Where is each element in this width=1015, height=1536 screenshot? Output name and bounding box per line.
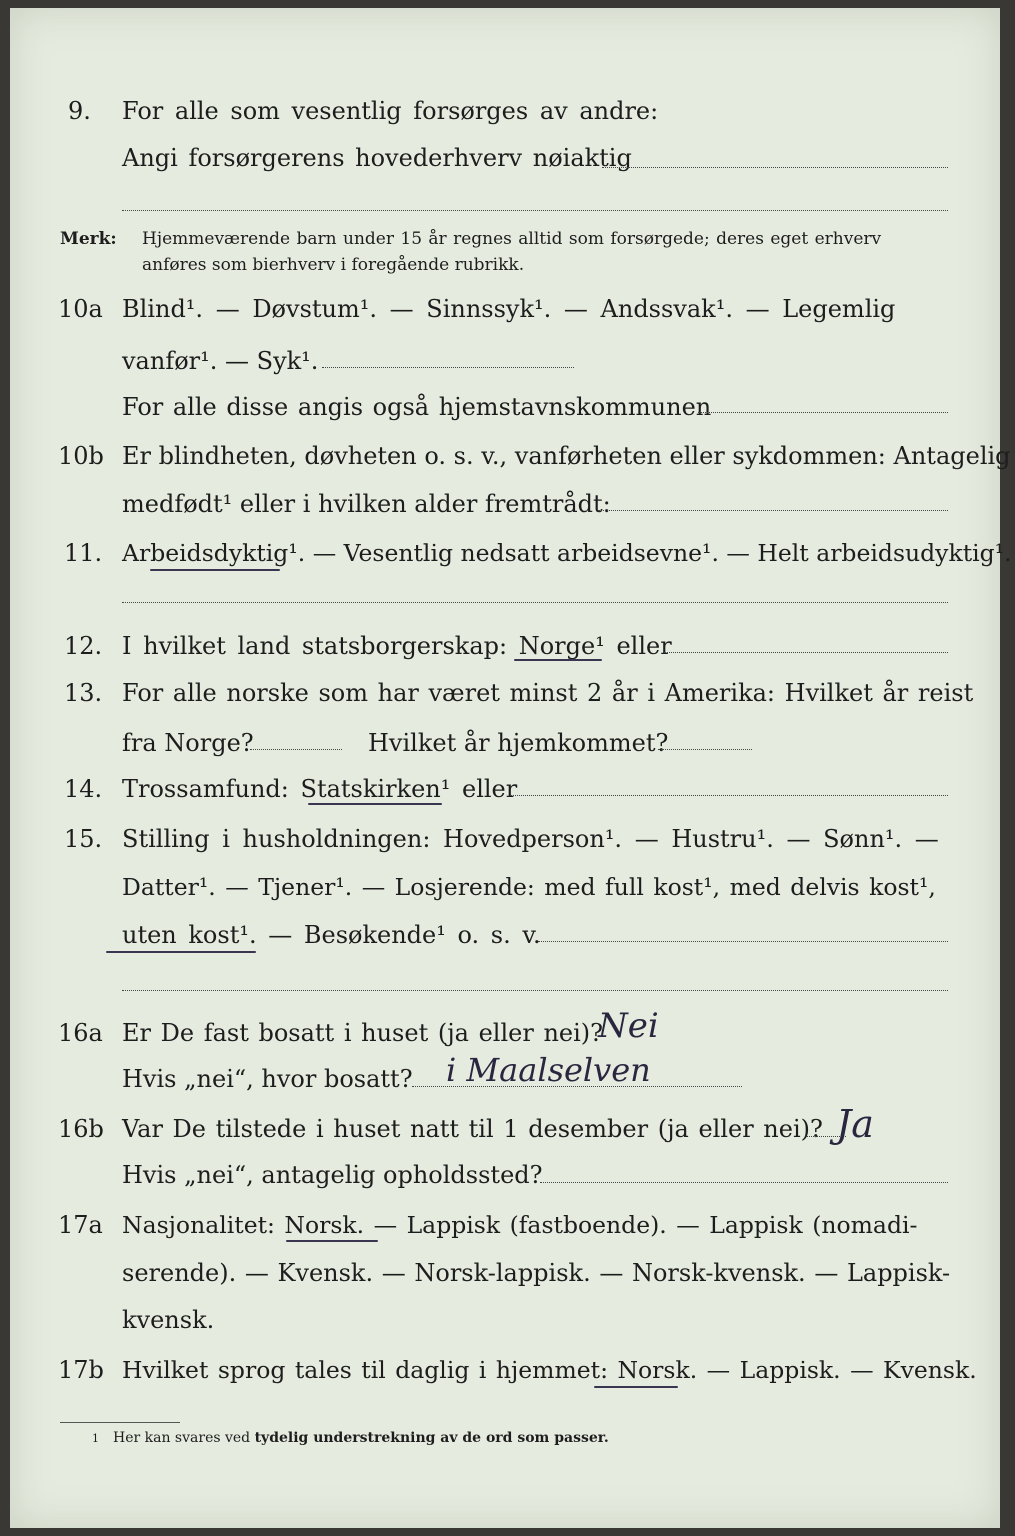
q16b-line1: Var De tilstede i huset natt til 1 desember (ja eller nei)? <box>122 1115 823 1143</box>
q13-line2a: fra Norge? <box>122 729 254 757</box>
q17a-underline-norsk <box>286 1240 378 1242</box>
q14-answer-line[interactable] <box>510 795 948 796</box>
merk-line2: anføres som bierhverv i foregående rubrikk. <box>142 255 525 275</box>
q17a-number: 17a <box>58 1211 103 1239</box>
q9-line1: For alle som vesentlig forsørges av andre: <box>122 97 659 125</box>
q11-number: 11. <box>64 539 103 567</box>
q15-line2: Datter¹. — Tjener¹. — Losjerende: med full kost¹, med delvis kost¹, <box>122 873 936 901</box>
q10b-line2: medfødt¹ eller i hvilken alder fremtrådt: <box>122 490 611 518</box>
q16a-number: 16a <box>58 1019 103 1047</box>
q10a-line1: Blind¹. — Døvstum¹. — Sinnssyk¹. — Andssvak¹. — Legemlig <box>122 295 896 323</box>
q13-line1: For alle norske som har været minst 2 år i Amerika: Hvilket år reist <box>122 679 974 707</box>
q10a-hjemstavn-line[interactable] <box>698 412 948 413</box>
q10a-line2: vanfør¹. — Syk¹. <box>122 347 319 375</box>
q16a-line1: Er De fast bosatt i huset (ja eller nei)? <box>122 1019 604 1047</box>
q10a-line3: For alle disse angis også hjemstavnskommunen <box>122 393 712 421</box>
q9-line2: Angi forsørgerens hovederhverv nøiaktig <box>122 144 632 172</box>
q16b-opholdssted-line[interactable] <box>540 1182 948 1183</box>
q13-line2b: Hvilket år hjemkommet? <box>368 729 669 757</box>
footnote-rule <box>60 1422 180 1423</box>
merk-label: Merk: <box>60 229 117 249</box>
q14-line1: Trossamfund: Statskirken¹ eller <box>122 775 518 803</box>
q15-underline-uten-kost <box>106 951 256 953</box>
q16a-line2: Hvis „nei“, hvor bosatt? <box>122 1065 413 1093</box>
footnote-text-bold: tydelig understrekning av de ord som passer. <box>254 1430 609 1446</box>
q10b-line1: Er blindheten, døvheten o. s. v., vanførheten eller sykdommen: Antagelig <box>122 442 1011 470</box>
q15-number: 15. <box>64 825 103 853</box>
q13-reist-line[interactable] <box>250 749 342 750</box>
q9-number: 9. <box>68 97 91 125</box>
q14-underline-statskirken <box>308 803 442 805</box>
q12-number: 12. <box>64 632 103 660</box>
q13-number: 13. <box>64 679 103 707</box>
q14-number: 14. <box>64 775 103 803</box>
q16a-answer-handwritten: Nei <box>598 1006 659 1046</box>
q10a-answer-line[interactable] <box>322 367 574 368</box>
q17b-line1: Hvilket sprog tales til daglig i hjemmet: Norsk. — Lappisk. — Kvensk. <box>122 1356 977 1384</box>
q15-line1: Stilling i husholdningen: Hovedperson¹. — Hustru¹. — Sønn¹. — <box>122 825 939 853</box>
q9-answer-line[interactable] <box>602 167 948 168</box>
q17a-line1: Nasjonalitet: Norsk. — Lappisk (fastboende). — Lappisk (nomadi- <box>122 1211 918 1239</box>
q16b-answer-handwritten: Ja <box>836 1102 874 1146</box>
q10b-number: 10b <box>58 442 104 470</box>
q16b-number: 16b <box>58 1115 104 1143</box>
q17a-line3: kvensk. <box>122 1306 215 1334</box>
q12-line1: I hvilket land statsborgerskap: Norge¹ eller <box>122 632 672 660</box>
q15-answer-line-2[interactable] <box>122 990 948 991</box>
q16a-bosatt-handwritten: i Maalselven <box>446 1051 651 1089</box>
q17b-underline-norsk <box>594 1386 678 1388</box>
q17b-number: 17b <box>58 1356 104 1384</box>
q10a-number: 10a <box>58 295 103 323</box>
q11-line1: Arbeidsdyktig¹. — Vesentlig nedsatt arbeidsevne¹. — Helt arbeidsudyktig¹. <box>122 539 1012 567</box>
q10b-answer-line[interactable] <box>598 510 948 511</box>
q11-answer-line[interactable] <box>122 602 948 603</box>
footnote-mark: 1 <box>92 1432 99 1445</box>
q9-answer-line-2[interactable] <box>122 210 948 211</box>
q12-underline-norge <box>514 659 602 661</box>
q11-underline-arbeidsdyktig <box>150 569 280 571</box>
q17a-line2: serende). — Kvensk. — Norsk-lappisk. — Norsk-kvensk. — Lappisk- <box>122 1259 951 1287</box>
footnote <box>92 1430 609 1446</box>
footnote-text-regular: Her kan svares ved <box>113 1430 255 1446</box>
merk-line1: Hjemmeværende barn under 15 år regnes alltid som forsørgede; deres eget erhverv <box>142 229 882 249</box>
q15-line3: uten kost¹. — Besøkende¹ o. s. v. <box>122 921 541 949</box>
q16b-line2: Hvis „nei“, antagelig opholdssted? <box>122 1161 543 1189</box>
q13-hjemkommet-line[interactable] <box>658 749 752 750</box>
q12-answer-line[interactable] <box>664 652 948 653</box>
q15-answer-line[interactable] <box>538 941 948 942</box>
